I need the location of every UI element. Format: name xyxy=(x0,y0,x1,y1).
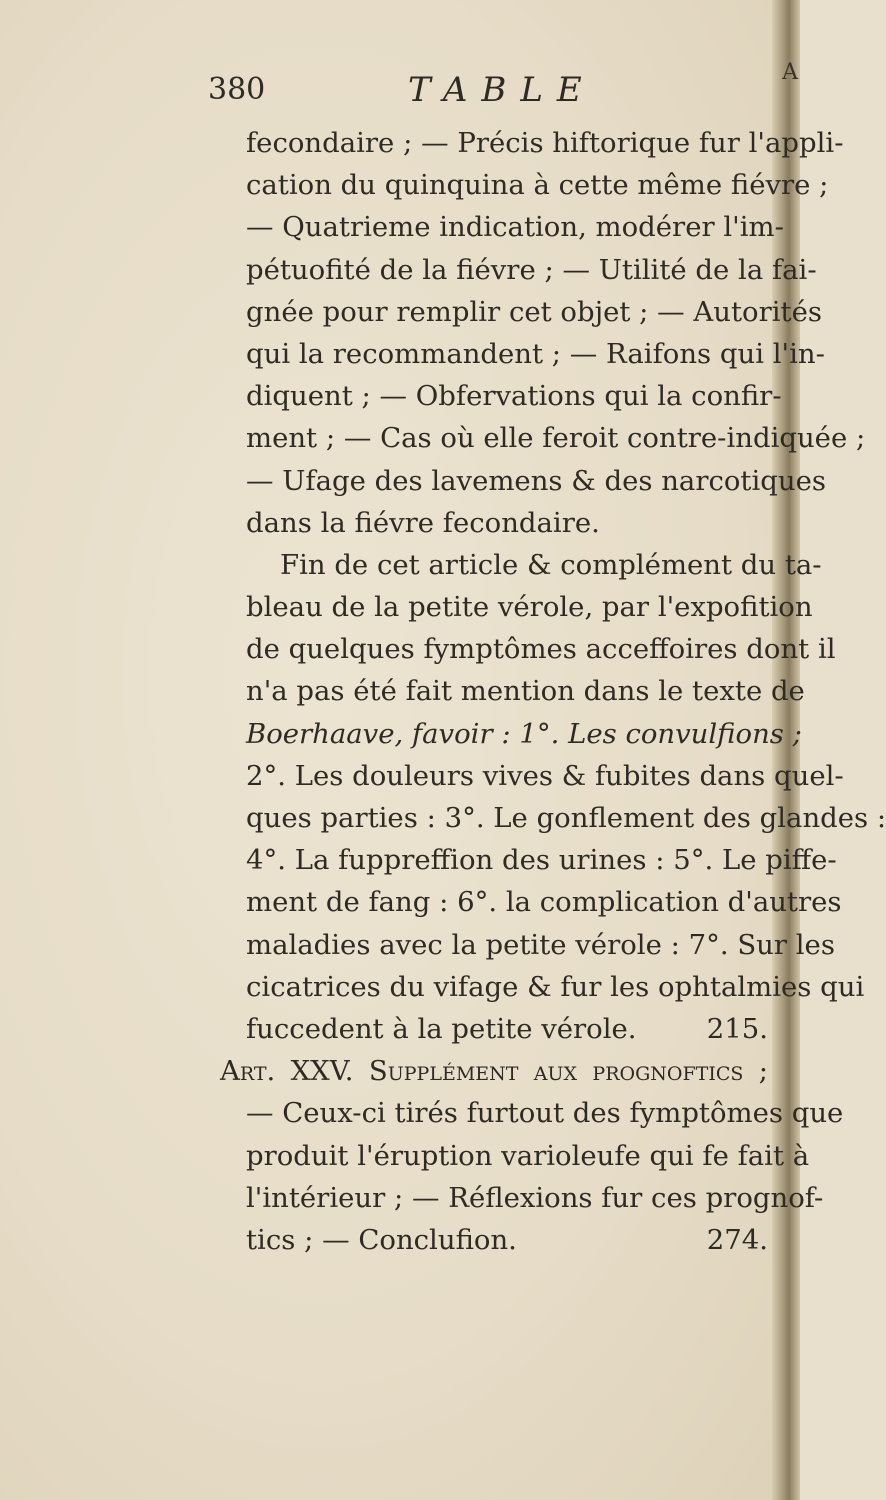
text-line-with-page-ref xyxy=(220,1219,768,1261)
page-number: 380 xyxy=(208,72,266,107)
text-line: — Ceux-ci tirés furtout des fymptômes que xyxy=(246,1097,844,1130)
running-title: TABLE xyxy=(408,70,596,110)
page-header xyxy=(208,72,728,116)
article-heading-line: Art. XXV. Supplément aux prognoftics ; xyxy=(220,1055,768,1088)
text-line: l'intérieur ; — Réflexions fur ces prognof- xyxy=(246,1181,824,1214)
text-line: n'a pas été fait mention dans le texte de xyxy=(246,675,805,708)
text-line: cicatrices du vifage & fur les ophtalmies qui xyxy=(246,970,865,1003)
text-line-with-page-ref xyxy=(220,1008,768,1050)
text-line: qui la recommandent ; — Raifons qui l'in- xyxy=(246,337,825,370)
text-line: maladies avec la petite vérole : 7°. Sur les xyxy=(246,928,835,961)
text-line: pétuofité de la fiévre ; — Utilité de la fai- xyxy=(246,253,817,286)
adjacent-page-letter: A xyxy=(782,60,798,85)
text-line: — Ufage des lavemens & des narcotiques xyxy=(246,464,826,497)
page-reference: 215. xyxy=(706,1012,768,1045)
text-line: ment de fang : 6°. la complication d'autres xyxy=(246,886,842,919)
text-line: fecondaire ; — Précis hiftorique fur l'appli- xyxy=(246,127,844,159)
text-line: bleau de la petite vérole, par l'expofition xyxy=(246,591,813,624)
text-line-boerhaave: Boerhaave, favoir : 1°. Les convulfions ; xyxy=(246,717,802,750)
text-line: de quelques fymptômes acceffoires dont il xyxy=(246,633,836,666)
text-line: gnée pour remplir cet objet ; — Autorités xyxy=(246,295,822,328)
table-of-contents-text xyxy=(220,122,886,1261)
text-line: 2°. Les douleurs vives & fubites dans quel- xyxy=(246,759,844,792)
text-line: produit l'éruption varioleufe qui fe fait à xyxy=(246,1139,810,1172)
text-line: diquent ; — Obfervations qui la confir- xyxy=(246,380,782,413)
text-line: cation du quinquina à cette même fiévre ; xyxy=(246,169,829,202)
text-line: ment ; — Cas où elle feroit contre-indiquée ; xyxy=(246,422,866,455)
paragraph-first-line: Fin de cet article & complément du ta- xyxy=(280,548,822,581)
text-line: tics ; — Conclufion. xyxy=(246,1223,517,1256)
page-reference: 274. xyxy=(706,1223,768,1256)
text-line: fuccedent à la petite vérole. xyxy=(246,1012,637,1045)
text-line: — Quatrieme indication, modérer l'im- xyxy=(246,211,784,244)
text-line: ques parties : 3°. Le gonflement des glandes : xyxy=(246,802,886,834)
text-line: 4°. La fuppreffion des urines : 5°. Le piffe- xyxy=(246,844,837,877)
text-line: dans la fiévre fecondaire. xyxy=(246,506,600,539)
